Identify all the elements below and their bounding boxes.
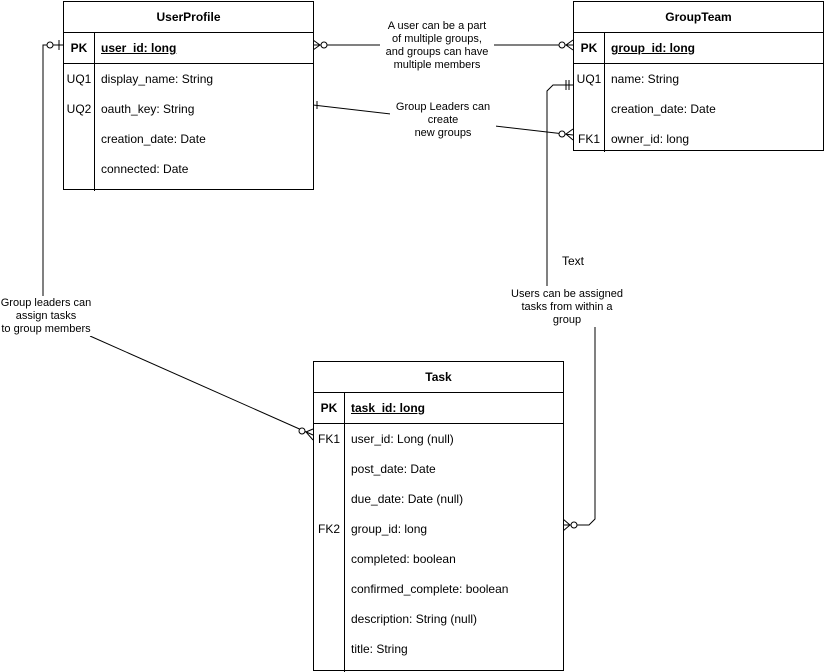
label-line: Text <box>561 254 584 268</box>
field-name: title: String <box>351 642 408 656</box>
pk-field: task_id: long <box>351 401 426 415</box>
label-line: A user can be a part <box>387 20 487 32</box>
field-row <box>314 604 563 634</box>
field-row <box>64 154 313 184</box>
field-row <box>314 544 563 574</box>
label-membership <box>380 20 494 72</box>
label-assign-members <box>0 297 92 336</box>
field-row <box>64 64 313 94</box>
pk-field: group_id: long <box>611 41 695 55</box>
label-line: create <box>427 114 459 126</box>
field-name: oauth_key: String <box>101 102 195 116</box>
field-list <box>574 64 823 152</box>
field-name: creation_date: Date <box>611 102 716 116</box>
field-row <box>314 514 563 544</box>
label-line: Users can be assigned <box>511 288 623 300</box>
field-key: UQ1 <box>576 72 602 86</box>
field-row <box>314 574 563 604</box>
field-key: UQ2 <box>66 102 92 116</box>
field-key: FK2 <box>317 522 340 536</box>
field-row <box>314 484 563 514</box>
field-name: user_id: Long (null) <box>351 432 454 446</box>
entity-title: GroupTeam <box>574 2 823 33</box>
label-line: and groups can have <box>385 46 489 58</box>
field-row <box>314 634 563 664</box>
assign-members-line-lower <box>90 336 313 435</box>
label-line: Group leaders can <box>0 297 92 309</box>
assign-members-circle-task <box>299 428 305 434</box>
field-list <box>64 64 313 191</box>
primary-key-row <box>314 393 563 424</box>
field-name: connected: Date <box>101 162 189 176</box>
field-row <box>574 124 823 154</box>
entity-title: Task <box>314 362 563 393</box>
field-name: creation_date: Date <box>101 132 206 146</box>
label-line: group <box>552 314 582 326</box>
pk-key: PK <box>320 401 338 415</box>
field-name: owner_id: long <box>611 132 690 146</box>
assign-within-group-line-bottom <box>563 326 595 525</box>
assign-members-line <box>43 45 63 296</box>
field-row <box>314 454 563 484</box>
entity-task[interactable] <box>313 361 564 671</box>
primary-key-row <box>64 33 313 64</box>
field-name: display_name: String <box>101 72 214 86</box>
field-name: name: String <box>611 72 680 86</box>
field-name: due_date: Date (null) <box>351 492 464 506</box>
pk-key: PK <box>70 41 88 55</box>
field-list <box>314 424 563 672</box>
field-row <box>64 124 313 154</box>
entity-group-team[interactable] <box>573 1 824 151</box>
field-key: FK1 <box>317 432 340 446</box>
field-row <box>574 64 823 94</box>
assign-members-circle <box>47 42 53 48</box>
entity-user-profile[interactable] <box>63 1 314 190</box>
label-line: assign tasks <box>15 310 77 322</box>
entity-title: UserProfile <box>64 2 313 33</box>
leaders-create-circle <box>559 131 565 137</box>
label-line: of multiple groups, <box>392 33 482 45</box>
membership-circle-right <box>559 42 565 48</box>
pk-field: user_id: long <box>101 41 177 55</box>
label-line: tasks from within a <box>521 301 613 313</box>
label-line: Group Leaders can <box>395 101 491 113</box>
membership-circle-left <box>321 42 327 48</box>
label-line: new groups <box>414 127 472 139</box>
label-text <box>556 255 590 268</box>
task-group-circle <box>571 522 577 528</box>
field-name: group_id: long <box>351 522 428 536</box>
label-line: multiple members <box>393 59 481 71</box>
label-leaders-create <box>390 101 496 140</box>
label-line: to group members <box>1 323 91 335</box>
field-row <box>314 424 563 454</box>
field-name: description: String (null) <box>351 612 478 626</box>
pk-key: PK <box>580 41 598 55</box>
field-row <box>574 94 823 124</box>
label-assign-within-group <box>506 288 628 327</box>
field-name: completed: boolean <box>351 552 456 566</box>
field-row <box>64 94 313 124</box>
field-key: UQ1 <box>66 72 92 86</box>
field-name: confirmed_complete: boolean <box>351 582 509 596</box>
field-key: FK1 <box>577 132 600 146</box>
field-name: post_date: Date <box>351 462 436 476</box>
primary-key-row <box>574 33 823 64</box>
